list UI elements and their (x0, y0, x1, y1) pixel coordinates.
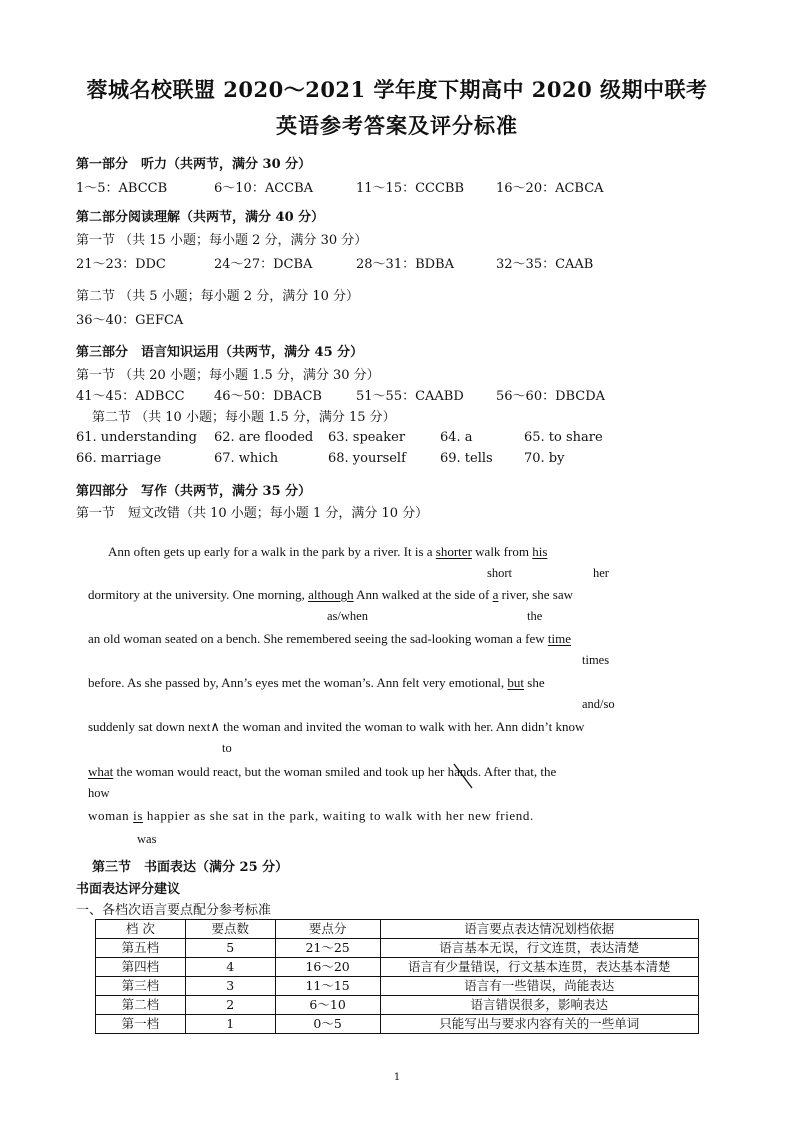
part3-section2: 第二节 （共 10 小题；每小题 1.5 分，满分 15 分） (92, 410, 396, 425)
table-header-row: 档 次 要点数 要点分 语言要点表达情况划档依据 (96, 920, 699, 939)
part2-answer-5: 36～40：GEFCA (76, 313, 184, 328)
part2-answer-1: 21～23：DDC (76, 257, 166, 272)
correction: times (582, 653, 610, 667)
table-row: 第二档 2 6～10 语言错误很多，影响表达 (96, 996, 699, 1015)
page-subtitle: 英语参考答案及评分标准 (276, 113, 518, 138)
part2-section1: 第一节 （共 15 小题；每小题 2 分，满分 30 分） (76, 233, 368, 248)
correction: was (137, 832, 157, 846)
page-title: 蓉城名校联盟 2020～2021 学年度下期高中 2020 级期中联考 (86, 77, 708, 102)
table-row: 第四档 4 16～20 语言有少量错误，行文基本连贯，表达基本清楚 (96, 958, 699, 977)
part1-answer-4: 16～20：ACBCA (496, 181, 604, 196)
part1-answer-2: 6～10：ACCBA (214, 181, 314, 196)
fill-answer: 66. marriage (76, 451, 162, 466)
part2-answer-4: 32～35：CAAB (496, 257, 594, 272)
writing-heading: 书面表达评分建议 (76, 882, 181, 897)
correction: and/so (582, 697, 615, 711)
essay-line-5: suddenly sat down next∧ the woman and invited the woman to walk with her. Ann didn’t know (88, 719, 585, 734)
part2-section2: 第二节 （共 5 小题；每小题 2 分，满分 10 分） (76, 289, 360, 304)
error-mark: is (133, 808, 143, 823)
fill-answer: 63. speaker (328, 430, 406, 445)
part4-section1: 第一节 短文改错（共 10 小题；每小题 1 分，满分 10 分） (76, 506, 429, 521)
part3-section1: 第一节 （共 20 小题；每小题 1.5 分，满分 30 分） (76, 368, 380, 383)
error-mark: his (532, 544, 548, 559)
grading-table (95, 919, 699, 1034)
essay-line-6: what the woman would react, but the woman smiled and took up her hands. After that, the (88, 764, 557, 779)
correction: the (527, 609, 543, 623)
correction: her (593, 566, 609, 580)
error-mark: time (547, 631, 572, 646)
fill-answer: 67. which (214, 451, 279, 466)
fill-answer: 64. a (440, 430, 473, 445)
essay-line-7: woman is happier as she sat in the park, waiting to walk with her new friend. (88, 808, 534, 823)
part2-answer-3: 28～31：BDBA (356, 257, 455, 272)
table-row: 第五档 5 21～25 语言基本无误，行文连贯，表达清楚 (96, 939, 699, 958)
fill-answer: 70. by (524, 451, 565, 466)
fill-answer: 62. are flooded (214, 430, 314, 445)
table-row: 第三档 3 11～15 语言有一些错误，尚能表达 (96, 977, 699, 996)
part2-heading: 第二部分阅读理解（共两节，满分 40 分） (76, 210, 325, 225)
error-mark: what (88, 764, 114, 779)
writing-subheading: 一、各档次语言要点配分参考标准 (76, 903, 272, 918)
part2-answer-2: 24～27：DCBA (214, 257, 313, 272)
part3-answer-1: 41～45：ADBCC (76, 389, 185, 404)
error-mark: but (507, 675, 525, 690)
essay-line-2: dormitory at the university. One morning, although Ann walked at the side of a river, she saw (88, 587, 573, 602)
part1-heading: 第一部分 听力（共两节，满分 30 分） (76, 157, 312, 172)
fill-answer: 65. to share (524, 430, 603, 445)
essay-line-4: before. As she passed by, Ann’s eyes met the woman’s. Ann felt very emotional, but she (88, 675, 545, 690)
error-mark: although (308, 587, 354, 602)
part3-answer-4: 56～60：DBCDA (496, 389, 606, 404)
deleted-word: up (411, 764, 425, 779)
correction: short (487, 566, 512, 580)
essay-line-3: an old woman seated on a bench. She remembered seeing the sad-looking woman a few time (88, 631, 572, 646)
fill-answer: 69. tells (440, 451, 493, 466)
insert-caret: ∧ (210, 719, 220, 734)
part1-answer-3: 11～15：CCCBB (356, 181, 465, 196)
part3-answer-3: 51～55：CAABD (356, 389, 464, 404)
essay-line-1: Ann often gets up early for a walk in the park by a river. It is a shorter walk from his (108, 544, 548, 559)
correction: how (88, 786, 110, 800)
part3-heading: 第三部分 语言知识运用（共两节，满分 45 分） (76, 345, 364, 360)
part4-section3: 第三节 书面表达（满分 25 分） (92, 860, 289, 875)
error-mark: a (492, 587, 499, 602)
correction: to (222, 741, 232, 755)
correction: as/when (327, 609, 368, 623)
deletion-slash-icon (452, 762, 476, 790)
fill-answer: 61. understanding (76, 430, 197, 445)
error-mark: shorter (435, 544, 472, 559)
fill-answer: 68. yourself (328, 451, 406, 466)
part3-answer-2: 46～50：DBACB (214, 389, 322, 404)
page-number: 1 (393, 1072, 401, 1083)
table-row: 第一档 1 0～5 只能写出与要求内容有关的一些单词 (96, 1015, 699, 1034)
part4-heading: 第四部分 写作（共两节，满分 35 分） (76, 484, 312, 499)
part1-answer-1: 1～5：ABCCB (76, 181, 168, 196)
